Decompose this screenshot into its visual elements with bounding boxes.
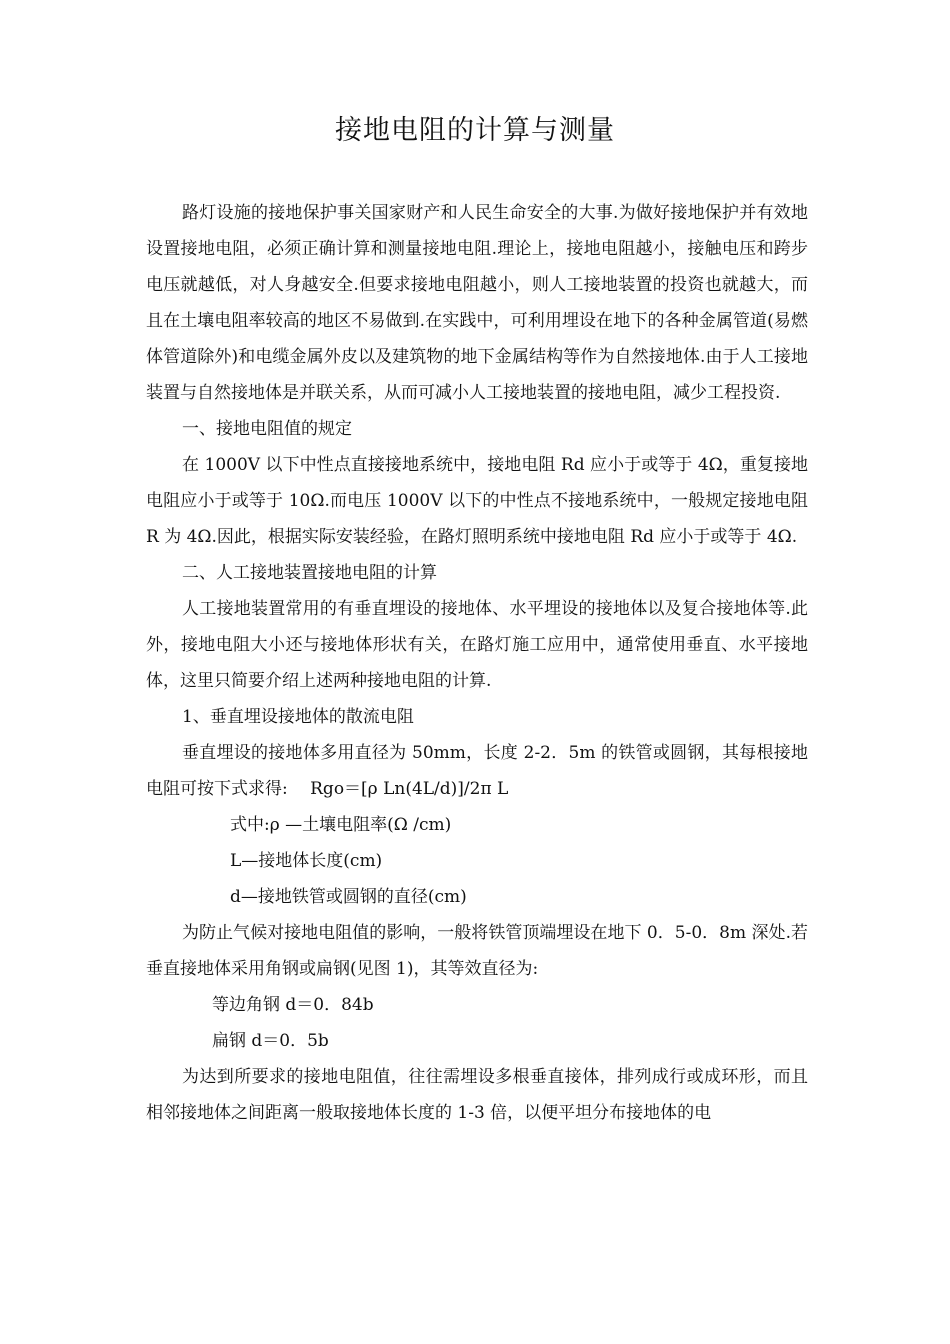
paragraph-multiple-electrodes: 为达到所要求的接地电阻值，往往需埋设多根垂直接体，排列成行或成环形，而且相邻接地体之间距离一般取接地体长度的 1-3 倍，以便平坦分布接地体的电: [146, 1067, 808, 1123]
paragraph-vertical-formula: 垂直埋设的接地体多用直径为 50mm，长度 2-2．5m 的铁管或圆钢，其每根接地电阻可按下式求得: Rgo＝[ρ Ln(4L/d)]/2π L: [146, 743, 808, 799]
section-heading-2: 二、人工接地装置接地电阻的计算: [182, 563, 437, 583]
formula-flat-steel: 扁钢 d＝0．5b: [212, 1031, 329, 1051]
paragraph-climate: 为防止气候对接地电阻值的影响，一般将铁管顶端埋设在地下 0．5-0．8m 深处.若垂直接地体采用角钢或扁钢(见图 1)，其等效直径为:: [146, 923, 808, 979]
document-title: 接地电阻的计算与测量: [335, 115, 615, 146]
formula-where-length: L—接地体长度(cm): [230, 851, 383, 871]
formula-angle-steel: 等边角钢 d＝0．84b: [212, 995, 374, 1015]
paragraph-intro: 路灯设施的接地保护事关国家财产和人民生命安全的大事.为做好接地保护并有效地设置接地电阻，必须正确计算和测量接地电阻.理论上，接地电阻越小，接触电压和跨步电压就越低，对人身越安全.但要求接地电阻越小，则人工接地装置的投资也就越大，而且在土壤电阻率较高的地区不易做到.在实践中，可利用埋设在地下的各种金属管道(易燃体管道除外)和电缆金属外皮以及建筑物的地下金属结构等作为自然接地体.由于人工接地装置与自然接地体是并联关系，从而可减小人工接地装置的接地电阻，减少工程投资.: [146, 203, 808, 403]
paragraph-artificial-grounding: 人工接地装置常用的有垂直埋设的接地体、水平埋设的接地体以及复合接地体等.此外，接地电阻大小还与接地体形状有关，在路灯施工应用中，通常使用垂直、水平接地体，这里只简要介绍上述两种接地电阻的计算.: [146, 599, 808, 691]
document-body: [146, 195, 808, 1131]
subsection-heading-1: 1、垂直埋设接地体的散流电阻: [182, 707, 414, 727]
formula-where-rho: 式中:ρ —土壤电阻率(Ω /cm): [230, 815, 452, 835]
formula-where-diameter: d—接地铁管或圆钢的直径(cm): [230, 887, 467, 907]
paragraph-resistance-rule: 在 1000V 以下中性点直接接地系统中，接地电阻 Rd 应小于或等于 4Ω，重复接地电阻应小于或等于 10Ω.而电压 1000V 以下的中性点不接地系统中，一般规定接地电阻 R 为 4Ω.因此，根据实际安装经验，在路灯照明系统中接地电阻 Rd 应小于或等于 4Ω.: [146, 455, 808, 547]
section-heading-1: 一、接地电阻值的规定: [182, 419, 352, 439]
